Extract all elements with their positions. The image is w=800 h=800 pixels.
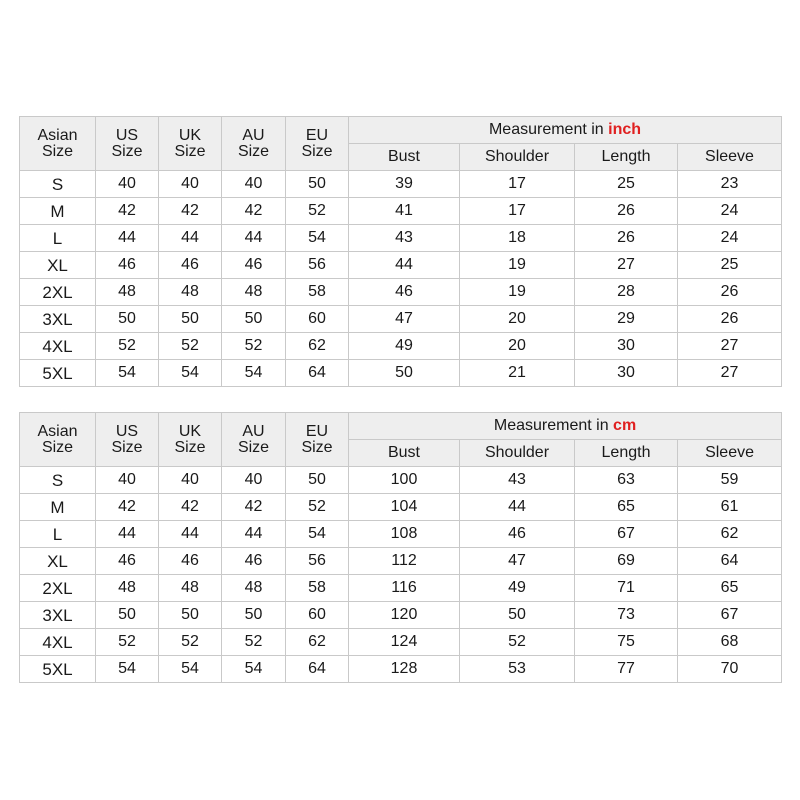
bust-cell: 39 bbox=[349, 171, 460, 198]
sleeve-cell: 27 bbox=[678, 333, 782, 360]
header-au-size: AU Size bbox=[222, 413, 286, 467]
uk-size-cell: 52 bbox=[159, 333, 222, 360]
length-cell: 30 bbox=[575, 360, 678, 387]
shoulder-cell: 17 bbox=[460, 171, 575, 198]
asian-size-cell: 4XL bbox=[20, 333, 96, 360]
bust-cell: 49 bbox=[349, 333, 460, 360]
bust-cell: 120 bbox=[349, 602, 460, 629]
bust-cell: 124 bbox=[349, 629, 460, 656]
measurement-title: Measurement in cm bbox=[349, 413, 782, 440]
eu-size-cell: 60 bbox=[286, 306, 349, 333]
au-size-cell: 52 bbox=[222, 333, 286, 360]
table-row bbox=[20, 494, 782, 521]
table-row bbox=[20, 360, 782, 387]
au-size-cell: 48 bbox=[222, 575, 286, 602]
asian-size-cell: 2XL bbox=[20, 279, 96, 306]
sleeve-cell: 59 bbox=[678, 467, 782, 494]
sleeve-cell: 25 bbox=[678, 252, 782, 279]
au-size-cell: 44 bbox=[222, 225, 286, 252]
asian-size-cell: S bbox=[20, 171, 96, 198]
uk-size-cell: 42 bbox=[159, 198, 222, 225]
bust-cell: 100 bbox=[349, 467, 460, 494]
bust-cell: 47 bbox=[349, 306, 460, 333]
eu-size-cell: 52 bbox=[286, 198, 349, 225]
shoulder-cell: 52 bbox=[460, 629, 575, 656]
length-cell: 25 bbox=[575, 171, 678, 198]
us-size-cell: 50 bbox=[96, 602, 159, 629]
uk-size-cell: 52 bbox=[159, 629, 222, 656]
asian-size-cell: XL bbox=[20, 548, 96, 575]
length-cell: 63 bbox=[575, 467, 678, 494]
sleeve-cell: 62 bbox=[678, 521, 782, 548]
asian-size-cell: M bbox=[20, 198, 96, 225]
sleeve-cell: 61 bbox=[678, 494, 782, 521]
header-us-size: US Size bbox=[96, 413, 159, 467]
table-row bbox=[20, 521, 782, 548]
length-cell: 67 bbox=[575, 521, 678, 548]
us-size-cell: 44 bbox=[96, 225, 159, 252]
length-cell: 77 bbox=[575, 656, 678, 683]
eu-size-cell: 56 bbox=[286, 548, 349, 575]
sleeve-cell: 68 bbox=[678, 629, 782, 656]
uk-size-cell: 50 bbox=[159, 306, 222, 333]
shoulder-cell: 44 bbox=[460, 494, 575, 521]
unit-label: inch bbox=[608, 121, 642, 138]
sleeve-cell: 64 bbox=[678, 548, 782, 575]
us-size-cell: 42 bbox=[96, 198, 159, 225]
length-cell: 26 bbox=[575, 225, 678, 252]
shoulder-cell: 20 bbox=[460, 306, 575, 333]
header-length: Length bbox=[575, 144, 678, 171]
us-size-cell: 40 bbox=[96, 171, 159, 198]
shoulder-cell: 21 bbox=[460, 360, 575, 387]
header-uk-size: UK Size bbox=[159, 117, 222, 171]
bust-cell: 112 bbox=[349, 548, 460, 575]
header-uk-size: UK Size bbox=[159, 413, 222, 467]
bust-cell: 128 bbox=[349, 656, 460, 683]
asian-size-cell: 2XL bbox=[20, 575, 96, 602]
shoulder-cell: 20 bbox=[460, 333, 575, 360]
header-eu-size: EU Size bbox=[286, 413, 349, 467]
au-size-cell: 42 bbox=[222, 198, 286, 225]
asian-size-cell: M bbox=[20, 494, 96, 521]
shoulder-cell: 18 bbox=[460, 225, 575, 252]
uk-size-cell: 46 bbox=[159, 252, 222, 279]
uk-size-cell: 50 bbox=[159, 602, 222, 629]
au-size-cell: 42 bbox=[222, 494, 286, 521]
uk-size-cell: 48 bbox=[159, 575, 222, 602]
length-cell: 73 bbox=[575, 602, 678, 629]
table-row bbox=[20, 198, 782, 225]
shoulder-cell: 50 bbox=[460, 602, 575, 629]
table-row bbox=[20, 279, 782, 306]
uk-size-cell: 54 bbox=[159, 656, 222, 683]
size-chart-cm bbox=[19, 412, 782, 683]
sleeve-cell: 70 bbox=[678, 656, 782, 683]
asian-size-cell: 5XL bbox=[20, 656, 96, 683]
eu-size-cell: 54 bbox=[286, 225, 349, 252]
length-cell: 28 bbox=[575, 279, 678, 306]
sleeve-cell: 23 bbox=[678, 171, 782, 198]
us-size-cell: 40 bbox=[96, 467, 159, 494]
us-size-cell: 48 bbox=[96, 575, 159, 602]
au-size-cell: 44 bbox=[222, 521, 286, 548]
asian-size-cell: S bbox=[20, 467, 96, 494]
sleeve-cell: 67 bbox=[678, 602, 782, 629]
eu-size-cell: 62 bbox=[286, 333, 349, 360]
eu-size-cell: 60 bbox=[286, 602, 349, 629]
header-length: Length bbox=[575, 440, 678, 467]
bust-cell: 104 bbox=[349, 494, 460, 521]
length-cell: 30 bbox=[575, 333, 678, 360]
table-row bbox=[20, 467, 782, 494]
header-sleeve: Sleeve bbox=[678, 440, 782, 467]
au-size-cell: 54 bbox=[222, 360, 286, 387]
sleeve-cell: 27 bbox=[678, 360, 782, 387]
uk-size-cell: 54 bbox=[159, 360, 222, 387]
length-cell: 29 bbox=[575, 306, 678, 333]
table-row bbox=[20, 171, 782, 198]
shoulder-cell: 19 bbox=[460, 252, 575, 279]
asian-size-cell: L bbox=[20, 521, 96, 548]
sleeve-cell: 24 bbox=[678, 225, 782, 252]
shoulder-cell: 47 bbox=[460, 548, 575, 575]
eu-size-cell: 58 bbox=[286, 279, 349, 306]
au-size-cell: 52 bbox=[222, 629, 286, 656]
length-cell: 26 bbox=[575, 198, 678, 225]
shoulder-cell: 43 bbox=[460, 467, 575, 494]
sleeve-cell: 26 bbox=[678, 306, 782, 333]
asian-size-cell: 3XL bbox=[20, 306, 96, 333]
table-row bbox=[20, 333, 782, 360]
us-size-cell: 46 bbox=[96, 252, 159, 279]
bust-cell: 108 bbox=[349, 521, 460, 548]
table-row bbox=[20, 252, 782, 279]
table-row bbox=[20, 575, 782, 602]
eu-size-cell: 56 bbox=[286, 252, 349, 279]
header-au-size: AU Size bbox=[222, 117, 286, 171]
length-cell: 75 bbox=[575, 629, 678, 656]
header-shoulder: Shoulder bbox=[460, 144, 575, 171]
us-size-cell: 42 bbox=[96, 494, 159, 521]
au-size-cell: 40 bbox=[222, 467, 286, 494]
au-size-cell: 48 bbox=[222, 279, 286, 306]
table-row bbox=[20, 548, 782, 575]
length-cell: 69 bbox=[575, 548, 678, 575]
asian-size-cell: L bbox=[20, 225, 96, 252]
length-cell: 65 bbox=[575, 494, 678, 521]
table-row bbox=[20, 306, 782, 333]
bust-cell: 116 bbox=[349, 575, 460, 602]
bust-cell: 44 bbox=[349, 252, 460, 279]
header-eu-size: EU Size bbox=[286, 117, 349, 171]
us-size-cell: 54 bbox=[96, 360, 159, 387]
header-us-size: US Size bbox=[96, 117, 159, 171]
us-size-cell: 44 bbox=[96, 521, 159, 548]
header-sleeve: Sleeve bbox=[678, 144, 782, 171]
table-row bbox=[20, 629, 782, 656]
asian-size-cell: XL bbox=[20, 252, 96, 279]
sleeve-cell: 26 bbox=[678, 279, 782, 306]
table-row bbox=[20, 656, 782, 683]
uk-size-cell: 40 bbox=[159, 467, 222, 494]
au-size-cell: 46 bbox=[222, 548, 286, 575]
size-chart-inch bbox=[19, 116, 782, 387]
us-size-cell: 52 bbox=[96, 629, 159, 656]
eu-size-cell: 50 bbox=[286, 467, 349, 494]
eu-size-cell: 52 bbox=[286, 494, 349, 521]
bust-cell: 50 bbox=[349, 360, 460, 387]
asian-size-cell: 4XL bbox=[20, 629, 96, 656]
us-size-cell: 54 bbox=[96, 656, 159, 683]
shoulder-cell: 17 bbox=[460, 198, 575, 225]
header-bust: Bust bbox=[349, 144, 460, 171]
au-size-cell: 50 bbox=[222, 306, 286, 333]
us-size-cell: 50 bbox=[96, 306, 159, 333]
shoulder-cell: 46 bbox=[460, 521, 575, 548]
eu-size-cell: 58 bbox=[286, 575, 349, 602]
au-size-cell: 54 bbox=[222, 656, 286, 683]
length-cell: 71 bbox=[575, 575, 678, 602]
au-size-cell: 46 bbox=[222, 252, 286, 279]
au-size-cell: 40 bbox=[222, 171, 286, 198]
eu-size-cell: 50 bbox=[286, 171, 349, 198]
measurement-title: Measurement in inch bbox=[349, 117, 782, 144]
bust-cell: 41 bbox=[349, 198, 460, 225]
header-asian-size: Asian Size bbox=[20, 117, 96, 171]
unit-label: cm bbox=[613, 417, 637, 434]
sleeve-cell: 65 bbox=[678, 575, 782, 602]
header-bust: Bust bbox=[349, 440, 460, 467]
table-row bbox=[20, 225, 782, 252]
length-cell: 27 bbox=[575, 252, 678, 279]
eu-size-cell: 64 bbox=[286, 656, 349, 683]
uk-size-cell: 44 bbox=[159, 521, 222, 548]
table-row bbox=[20, 602, 782, 629]
us-size-cell: 48 bbox=[96, 279, 159, 306]
sleeve-cell: 24 bbox=[678, 198, 782, 225]
shoulder-cell: 53 bbox=[460, 656, 575, 683]
au-size-cell: 50 bbox=[222, 602, 286, 629]
us-size-cell: 52 bbox=[96, 333, 159, 360]
uk-size-cell: 44 bbox=[159, 225, 222, 252]
bust-cell: 46 bbox=[349, 279, 460, 306]
eu-size-cell: 62 bbox=[286, 629, 349, 656]
uk-size-cell: 40 bbox=[159, 171, 222, 198]
header-shoulder: Shoulder bbox=[460, 440, 575, 467]
uk-size-cell: 42 bbox=[159, 494, 222, 521]
asian-size-cell: 3XL bbox=[20, 602, 96, 629]
shoulder-cell: 19 bbox=[460, 279, 575, 306]
eu-size-cell: 64 bbox=[286, 360, 349, 387]
uk-size-cell: 46 bbox=[159, 548, 222, 575]
shoulder-cell: 49 bbox=[460, 575, 575, 602]
uk-size-cell: 48 bbox=[159, 279, 222, 306]
header-asian-size: Asian Size bbox=[20, 413, 96, 467]
asian-size-cell: 5XL bbox=[20, 360, 96, 387]
eu-size-cell: 54 bbox=[286, 521, 349, 548]
bust-cell: 43 bbox=[349, 225, 460, 252]
us-size-cell: 46 bbox=[96, 548, 159, 575]
